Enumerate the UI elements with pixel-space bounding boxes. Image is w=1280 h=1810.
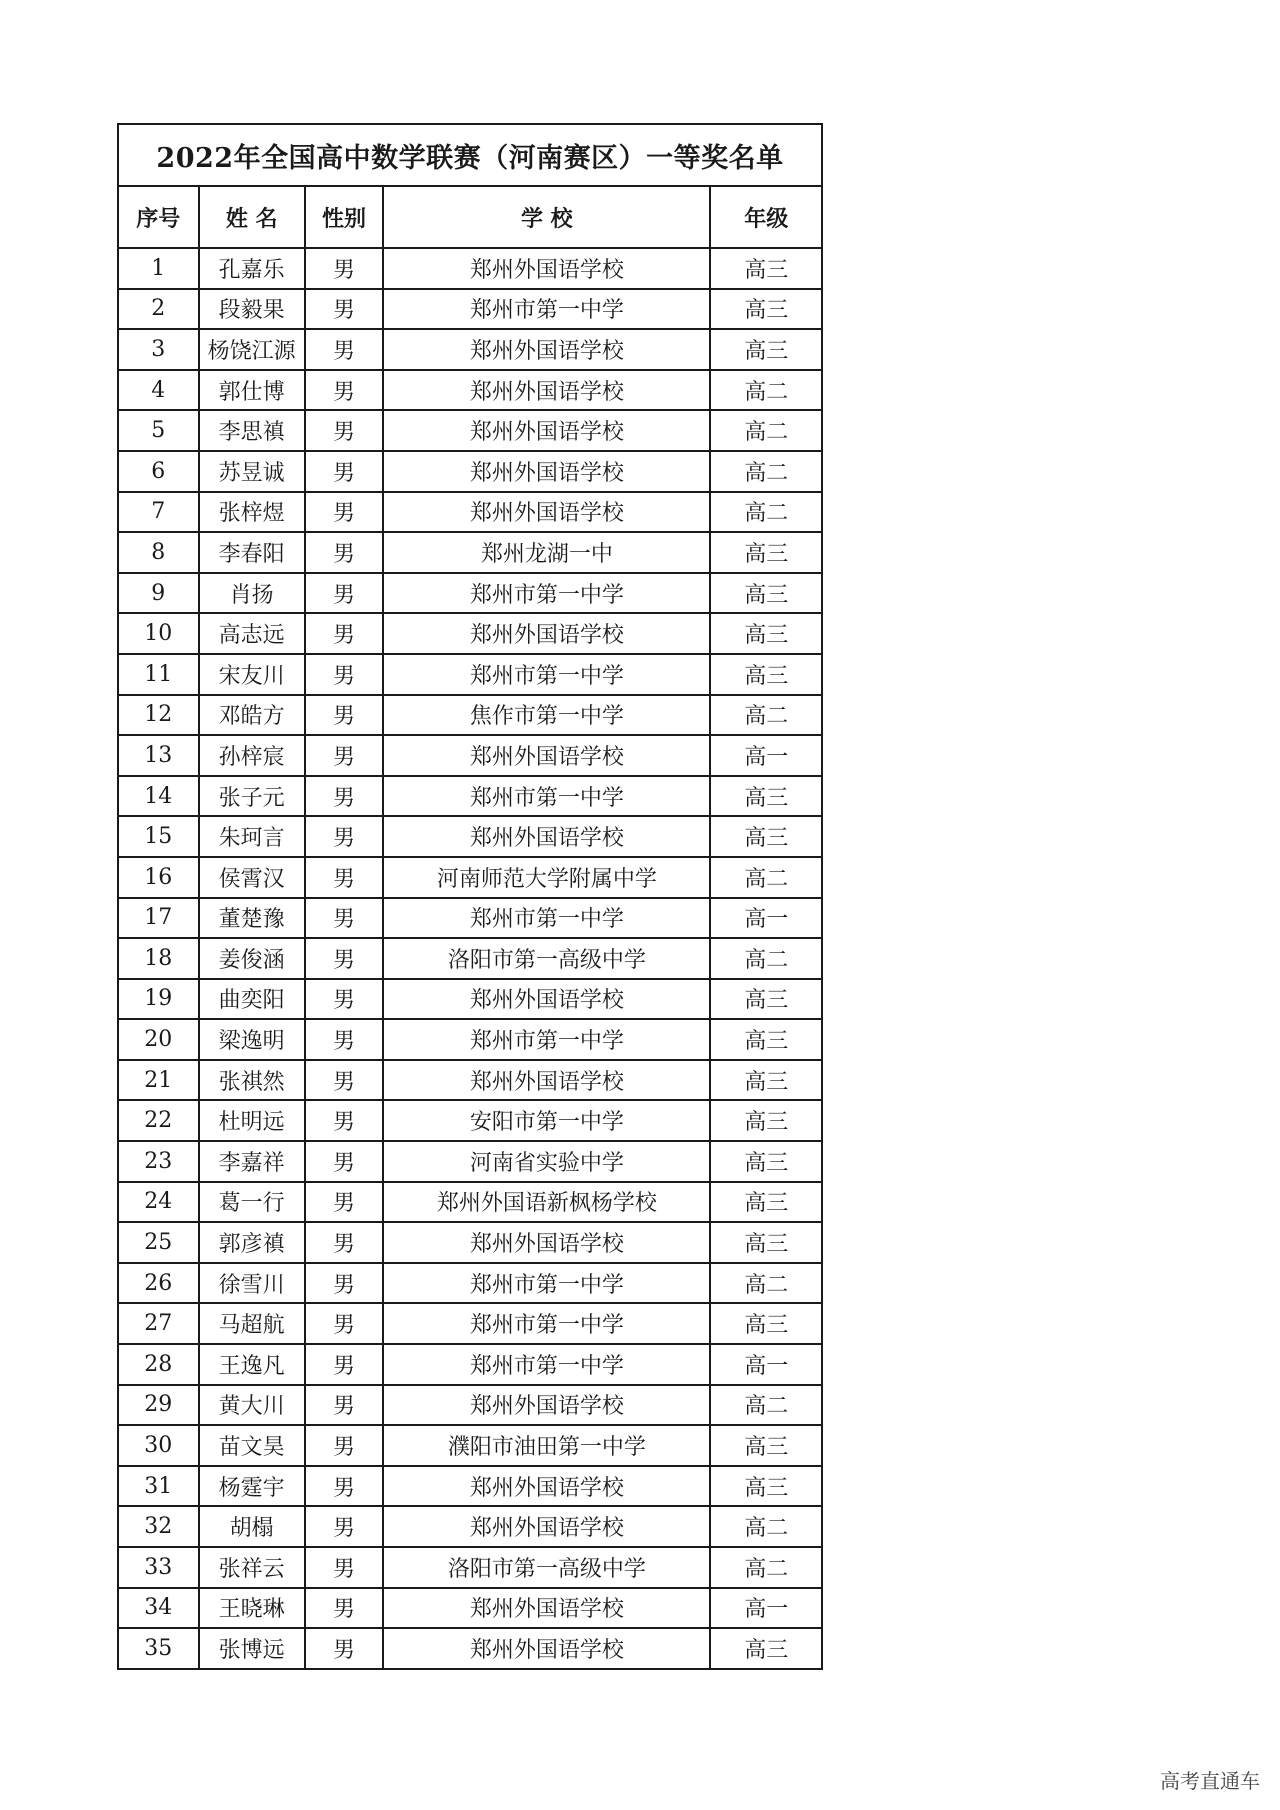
cell-grade: 高二 [710, 1385, 822, 1426]
cell-gender: 男 [305, 532, 383, 573]
cell-school: 河南师范大学附属中学 [383, 857, 710, 898]
cell-school: 郑州龙湖一中 [383, 532, 710, 573]
cell-gender: 男 [305, 1100, 383, 1141]
cell-grade: 高二 [710, 1263, 822, 1304]
cell-no: 15 [118, 816, 199, 857]
cell-no: 14 [118, 776, 199, 817]
cell-grade: 高二 [710, 1547, 822, 1588]
cell-school: 郑州外国语学校 [383, 370, 710, 411]
table-title: 2022年全国高中数学联赛（河南赛区）一等奖名单 [118, 124, 822, 186]
cell-no: 35 [118, 1628, 199, 1669]
cell-grade: 高二 [710, 857, 822, 898]
cell-school: 郑州市第一中学 [383, 289, 710, 330]
cell-school: 郑州市第一中学 [383, 898, 710, 939]
cell-name: 郭彦禛 [199, 1222, 305, 1263]
table-row [118, 654, 822, 695]
cell-school: 郑州市第一中学 [383, 654, 710, 695]
cell-school: 郑州外国语学校 [383, 329, 710, 370]
cell-name: 梁逸明 [199, 1019, 305, 1060]
cell-school: 郑州外国语学校 [383, 979, 710, 1020]
cell-name: 杜明远 [199, 1100, 305, 1141]
header-gender: 性别 [305, 186, 383, 248]
cell-name: 徐雪川 [199, 1263, 305, 1304]
cell-grade: 高二 [710, 451, 822, 492]
cell-name: 肖扬 [199, 573, 305, 614]
cell-grade: 高二 [710, 938, 822, 979]
cell-name: 张祥云 [199, 1547, 305, 1588]
table-row [118, 1019, 822, 1060]
table-row [118, 248, 822, 289]
cell-name: 苏昱诚 [199, 451, 305, 492]
cell-grade: 高三 [710, 613, 822, 654]
cell-school: 郑州市第一中学 [383, 1344, 710, 1385]
table-row [118, 573, 822, 614]
header-grade: 年级 [710, 186, 822, 248]
cell-no: 31 [118, 1466, 199, 1507]
cell-school: 河南省实验中学 [383, 1141, 710, 1182]
cell-grade: 高三 [710, 654, 822, 695]
cell-no: 28 [118, 1344, 199, 1385]
cell-grade: 高三 [710, 1100, 822, 1141]
cell-gender: 男 [305, 492, 383, 533]
cell-no: 7 [118, 492, 199, 533]
table-row [118, 695, 822, 736]
table-row [118, 613, 822, 654]
cell-school: 郑州外国语学校 [383, 1506, 710, 1547]
cell-no: 12 [118, 695, 199, 736]
cell-grade: 高一 [710, 898, 822, 939]
cell-gender: 男 [305, 816, 383, 857]
cell-no: 32 [118, 1506, 199, 1547]
table-body [118, 248, 822, 1669]
table-row [118, 979, 822, 1020]
table-row [118, 1060, 822, 1101]
cell-gender: 男 [305, 1588, 383, 1629]
cell-gender: 男 [305, 613, 383, 654]
cell-gender: 男 [305, 735, 383, 776]
cell-grade: 高三 [710, 1141, 822, 1182]
cell-gender: 男 [305, 979, 383, 1020]
cell-no: 5 [118, 410, 199, 451]
cell-name: 王逸凡 [199, 1344, 305, 1385]
cell-school: 郑州外国语学校 [383, 248, 710, 289]
table-row [118, 1263, 822, 1304]
table-row [118, 1628, 822, 1669]
cell-grade: 高一 [710, 1344, 822, 1385]
cell-grade: 高三 [710, 1019, 822, 1060]
cell-no: 21 [118, 1060, 199, 1101]
cell-grade: 高二 [710, 370, 822, 411]
cell-name: 李思禛 [199, 410, 305, 451]
cell-name: 黄大川 [199, 1385, 305, 1426]
cell-grade: 高三 [710, 979, 822, 1020]
cell-school: 郑州市第一中学 [383, 776, 710, 817]
cell-gender: 男 [305, 1141, 383, 1182]
cell-grade: 高三 [710, 289, 822, 330]
cell-grade: 高三 [710, 532, 822, 573]
cell-name: 孙梓宸 [199, 735, 305, 776]
cell-grade: 高三 [710, 573, 822, 614]
cell-name: 李春阳 [199, 532, 305, 573]
table-row [118, 1466, 822, 1507]
cell-grade: 高三 [710, 816, 822, 857]
award-table [117, 123, 823, 1670]
cell-no: 26 [118, 1263, 199, 1304]
cell-no: 2 [118, 289, 199, 330]
cell-gender: 男 [305, 1466, 383, 1507]
cell-school: 洛阳市第一高级中学 [383, 938, 710, 979]
cell-no: 1 [118, 248, 199, 289]
table-row [118, 1303, 822, 1344]
cell-school: 郑州外国语学校 [383, 613, 710, 654]
table-row [118, 1588, 822, 1629]
cell-gender: 男 [305, 1019, 383, 1060]
cell-grade: 高三 [710, 776, 822, 817]
cell-school: 焦作市第一中学 [383, 695, 710, 736]
cell-name: 孔嘉乐 [199, 248, 305, 289]
cell-no: 6 [118, 451, 199, 492]
cell-school: 郑州外国语新枫杨学校 [383, 1182, 710, 1223]
table-row [118, 1547, 822, 1588]
cell-name: 高志远 [199, 613, 305, 654]
cell-school: 郑州外国语学校 [383, 735, 710, 776]
cell-school: 郑州外国语学校 [383, 451, 710, 492]
cell-name: 宋友川 [199, 654, 305, 695]
cell-school: 安阳市第一中学 [383, 1100, 710, 1141]
cell-no: 18 [118, 938, 199, 979]
cell-grade: 高二 [710, 695, 822, 736]
cell-no: 3 [118, 329, 199, 370]
cell-grade: 高三 [710, 1628, 822, 1669]
cell-no: 30 [118, 1425, 199, 1466]
cell-gender: 男 [305, 695, 383, 736]
table-row [118, 410, 822, 451]
cell-grade: 高三 [710, 1303, 822, 1344]
cell-school: 郑州市第一中学 [383, 573, 710, 614]
cell-no: 29 [118, 1385, 199, 1426]
cell-name: 侯霄汉 [199, 857, 305, 898]
cell-grade: 高三 [710, 329, 822, 370]
cell-name: 葛一行 [199, 1182, 305, 1223]
cell-no: 22 [118, 1100, 199, 1141]
cell-gender: 男 [305, 370, 383, 411]
cell-name: 姜俊涵 [199, 938, 305, 979]
cell-school: 郑州外国语学校 [383, 1466, 710, 1507]
cell-name: 张子元 [199, 776, 305, 817]
cell-school: 郑州外国语学校 [383, 410, 710, 451]
cell-grade: 高二 [710, 410, 822, 451]
cell-no: 24 [118, 1182, 199, 1223]
cell-grade: 高三 [710, 1425, 822, 1466]
cell-grade: 高三 [710, 248, 822, 289]
cell-grade: 高一 [710, 735, 822, 776]
table-row [118, 735, 822, 776]
table-row [118, 329, 822, 370]
cell-gender: 男 [305, 1182, 383, 1223]
table-row [118, 898, 822, 939]
cell-name: 董楚豫 [199, 898, 305, 939]
cell-gender: 男 [305, 776, 383, 817]
cell-name: 王晓琳 [199, 1588, 305, 1629]
table-row [118, 938, 822, 979]
table-row [118, 492, 822, 533]
table-row [118, 1141, 822, 1182]
cell-no: 34 [118, 1588, 199, 1629]
cell-school: 郑州外国语学校 [383, 1222, 710, 1263]
cell-gender: 男 [305, 1506, 383, 1547]
cell-name: 邓皓方 [199, 695, 305, 736]
table-row [118, 1344, 822, 1385]
table-row [118, 857, 822, 898]
cell-name: 张祺然 [199, 1060, 305, 1101]
cell-gender: 男 [305, 654, 383, 695]
cell-no: 33 [118, 1547, 199, 1588]
cell-gender: 男 [305, 1628, 383, 1669]
table-row [118, 1100, 822, 1141]
cell-name: 杨霆宇 [199, 1466, 305, 1507]
cell-no: 4 [118, 370, 199, 411]
header-no: 序号 [118, 186, 199, 248]
cell-name: 朱珂言 [199, 816, 305, 857]
cell-grade: 高一 [710, 1588, 822, 1629]
cell-grade: 高二 [710, 492, 822, 533]
cell-name: 胡榻 [199, 1506, 305, 1547]
table-row [118, 1222, 822, 1263]
cell-gender: 男 [305, 1344, 383, 1385]
cell-no: 17 [118, 898, 199, 939]
cell-school: 濮阳市油田第一中学 [383, 1425, 710, 1466]
cell-grade: 高三 [710, 1060, 822, 1101]
cell-school: 郑州外国语学校 [383, 492, 710, 533]
cell-gender: 男 [305, 1303, 383, 1344]
cell-gender: 男 [305, 289, 383, 330]
cell-no: 23 [118, 1141, 199, 1182]
cell-gender: 男 [305, 1263, 383, 1304]
table-row [118, 1425, 822, 1466]
cell-name: 张博远 [199, 1628, 305, 1669]
cell-no: 19 [118, 979, 199, 1020]
table-row [118, 1506, 822, 1547]
cell-name: 段毅果 [199, 289, 305, 330]
cell-name: 张梓煜 [199, 492, 305, 533]
cell-name: 杨饶江源 [199, 329, 305, 370]
cell-grade: 高三 [710, 1222, 822, 1263]
cell-school: 郑州外国语学校 [383, 1628, 710, 1669]
cell-school: 郑州市第一中学 [383, 1263, 710, 1304]
cell-gender: 男 [305, 898, 383, 939]
table-row [118, 1182, 822, 1223]
cell-school: 郑州外国语学校 [383, 1060, 710, 1101]
cell-no: 13 [118, 735, 199, 776]
cell-no: 10 [118, 613, 199, 654]
cell-gender: 男 [305, 451, 383, 492]
table-row [118, 370, 822, 411]
cell-no: 8 [118, 532, 199, 573]
table-row [118, 1385, 822, 1426]
cell-school: 郑州外国语学校 [383, 1385, 710, 1426]
cell-no: 27 [118, 1303, 199, 1344]
cell-no: 16 [118, 857, 199, 898]
cell-gender: 男 [305, 1222, 383, 1263]
cell-no: 11 [118, 654, 199, 695]
cell-gender: 男 [305, 1425, 383, 1466]
table-header-row [118, 186, 822, 248]
cell-grade: 高三 [710, 1466, 822, 1507]
cell-gender: 男 [305, 1385, 383, 1426]
cell-school: 洛阳市第一高级中学 [383, 1547, 710, 1588]
cell-no: 9 [118, 573, 199, 614]
header-school: 学 校 [383, 186, 710, 248]
table-row [118, 532, 822, 573]
cell-school: 郑州外国语学校 [383, 1588, 710, 1629]
cell-name: 曲奕阳 [199, 979, 305, 1020]
cell-gender: 男 [305, 938, 383, 979]
header-name: 姓 名 [199, 186, 305, 248]
table-row [118, 289, 822, 330]
cell-grade: 高二 [710, 1506, 822, 1547]
cell-gender: 男 [305, 1060, 383, 1101]
cell-name: 李嘉祥 [199, 1141, 305, 1182]
table-row [118, 451, 822, 492]
cell-gender: 男 [305, 410, 383, 451]
cell-gender: 男 [305, 248, 383, 289]
watermark: 高考直通车 [1160, 1769, 1260, 1793]
cell-name: 马超航 [199, 1303, 305, 1344]
cell-name: 郭仕博 [199, 370, 305, 411]
cell-school: 郑州外国语学校 [383, 816, 710, 857]
cell-no: 25 [118, 1222, 199, 1263]
cell-gender: 男 [305, 329, 383, 370]
cell-name: 苗文昊 [199, 1425, 305, 1466]
cell-school: 郑州市第一中学 [383, 1303, 710, 1344]
table-row [118, 816, 822, 857]
cell-school: 郑州市第一中学 [383, 1019, 710, 1060]
cell-no: 20 [118, 1019, 199, 1060]
cell-grade: 高三 [710, 1182, 822, 1223]
table-row [118, 776, 822, 817]
cell-gender: 男 [305, 857, 383, 898]
cell-gender: 男 [305, 1547, 383, 1588]
cell-gender: 男 [305, 573, 383, 614]
